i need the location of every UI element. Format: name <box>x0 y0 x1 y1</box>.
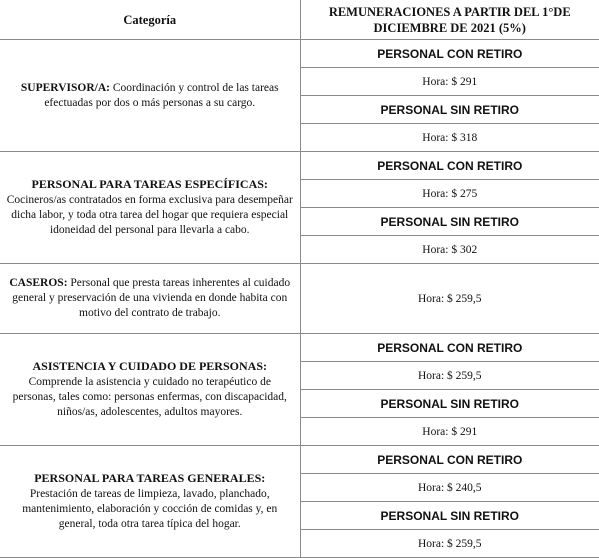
category-cell <box>0 446 300 558</box>
con-retiro-value: Hora: $ 275 <box>300 180 599 208</box>
category-title: SUPERVISOR/A: <box>20 81 113 94</box>
header-remuneration: REMUNERACIONES A PARTIR DEL 1°DE DICIEMBRE DE 2021 (5%) <box>300 0 599 40</box>
con-retiro-label: PERSONAL CON RETIRO <box>300 446 599 474</box>
con-retiro-value: Hora: $ 291 <box>300 68 599 96</box>
con-retiro-label: PERSONAL CON RETIRO <box>300 152 599 180</box>
con-retiro-label: PERSONAL CON RETIRO <box>300 40 599 68</box>
table-row <box>0 446 599 474</box>
header-category: Categoría <box>0 0 300 40</box>
sin-retiro-value: Hora: $ 302 <box>300 236 599 264</box>
table-row <box>0 40 599 68</box>
category-description: Personal que presta tareas inherentes al cuidado general y preservación de una vivienda en donde habita con motivo del contrato de trabajo. <box>12 277 291 319</box>
category-cell <box>0 152 300 264</box>
category-title: CASEROS: <box>9 277 71 289</box>
category-cell <box>0 40 300 152</box>
con-retiro-label: PERSONAL CON RETIRO <box>300 334 599 362</box>
sin-retiro-label: PERSONAL SIN RETIRO <box>300 96 599 124</box>
table-row <box>0 264 599 334</box>
sin-retiro-label: PERSONAL SIN RETIRO <box>300 390 599 418</box>
sin-retiro-label: PERSONAL SIN RETIRO <box>300 502 599 530</box>
category-description: Coordinación y control de las tareas efectuadas por dos o más personas a su cargo. <box>44 81 279 109</box>
con-retiro-value: Hora: $ 259,5 <box>300 362 599 390</box>
category-description: Comprende la asistencia y cuidado no terapéutico de personas, tales como: personas enfermas, con discapacidad, niños/as, adolescentes, adultos mayores. <box>12 376 287 418</box>
header-row <box>0 0 599 40</box>
sin-retiro-value: Hora: $ 259,5 <box>300 530 599 558</box>
table-row <box>0 334 599 362</box>
sin-retiro-value: Hora: $ 291 <box>300 418 599 446</box>
single-value: Hora: $ 259,5 <box>300 264 599 334</box>
sin-retiro-label: PERSONAL SIN RETIRO <box>300 208 599 236</box>
category-title: PERSONAL PARA TAREAS ESPECÍFICAS: <box>31 177 268 191</box>
category-description: Prestación de tareas de limpieza, lavado, planchado, mantenimiento, elaboración y cocción de comidas y, en general, toda otra tarea típica del hogar. <box>22 488 278 530</box>
table-row <box>0 152 599 180</box>
category-title: ASISTENCIA Y CUIDADO DE PERSONAS: <box>32 359 267 373</box>
category-description: Cocineros/as contratados en forma exclusiva para desempeñar dicha labor, y toda otra tarea del hogar que requiera especial idoneidad del personal para llevarla a cabo. <box>6 194 293 236</box>
category-title: PERSONAL PARA TAREAS GENERALES: <box>34 471 266 485</box>
sin-retiro-value: Hora: $ 318 <box>300 124 599 152</box>
con-retiro-value: Hora: $ 240,5 <box>300 474 599 502</box>
category-cell <box>0 334 300 446</box>
category-cell <box>0 264 300 334</box>
